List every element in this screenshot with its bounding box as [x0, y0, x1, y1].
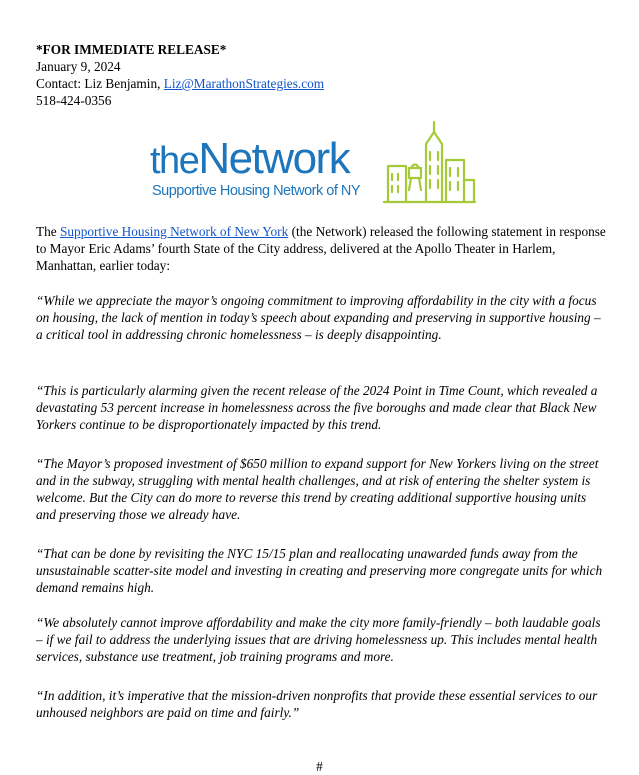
intro-prefix: The [36, 224, 60, 239]
quote-paragraph: “In addition, it’s imperative that the mission-driven nonprofits that provide these essential services to our unhoused neighbors are paid on time and fairly.” [36, 688, 598, 720]
quote-paragraph: “The Mayor’s proposed investment of $650 million to expand support for New Yorkers living on the street and in the subway, struggling with mental health challenges, and at risk of entering the shelter system is welcome. But the City can do more to reverse this trend by creating additional supportive housing units and preserving those we already have. [36, 456, 599, 522]
release-label: *FOR IMMEDIATE RELEASE* [36, 42, 227, 57]
quote-paragraph: “We absolutely cannot improve affordability and make the city more family-friendly – both laudable goals – if we fail to address the underlying issues that are driving homelessness up. This includes mental health services, substance use treatment, job training programs and more. [36, 615, 601, 664]
contact-line [36, 75, 324, 92]
org-link[interactable]: Supportive Housing Network of New York [60, 224, 289, 239]
end-mark: # [316, 759, 323, 774]
logo-word-the: the [150, 140, 199, 182]
logo-word-network: Network [198, 134, 350, 183]
contact-phone: 518-424-0356 [36, 93, 112, 108]
intro-paragraph [36, 223, 606, 274]
quote-paragraph: “This is particularly alarming given the recent release of the 2024 Point in Time Count, which revealed a devastating 53 percent increase in homelessness across the five boroughs and made clear that Black New Yorkers continue to be disproportionately impacted by this trend. [36, 383, 598, 432]
logo-wordmark [150, 134, 349, 184]
quote-paragraph: “While we appreciate the mayor’s ongoing commitment to improving affordability in the city with a focus on housing, the lack of mention in today’s speech about expanding and preserving in supportive housing – a critical tool in addressing chronic homelessness – is deeply disappointing. [36, 293, 601, 342]
release-header [36, 41, 324, 109]
contact-email-link[interactable]: Liz@MarathonStrategies.com [163, 76, 325, 91]
intro-suffix: (the Network) released the following statement in response to Mayor Eric Adams’ fourth State of the City address, delivered at the Apollo Theater in Harlem, Manhattan, earlier today: [36, 224, 606, 273]
network-logo [150, 120, 480, 205]
release-date: January 9, 2024 [36, 59, 121, 74]
skyline-logo-icon [382, 120, 477, 205]
quote-paragraph: “That can be done by revisiting the NYC 15/15 plan and reallocating unawarded funds away from the unsustainable scatter-site model and investing in creating and preserving more congregate units for which demand remains high. [36, 546, 603, 595]
logo-subtitle: Supportive Housing Network of NY [152, 183, 361, 199]
contact-prefix: Contact: Liz Benjamin, [36, 76, 164, 91]
